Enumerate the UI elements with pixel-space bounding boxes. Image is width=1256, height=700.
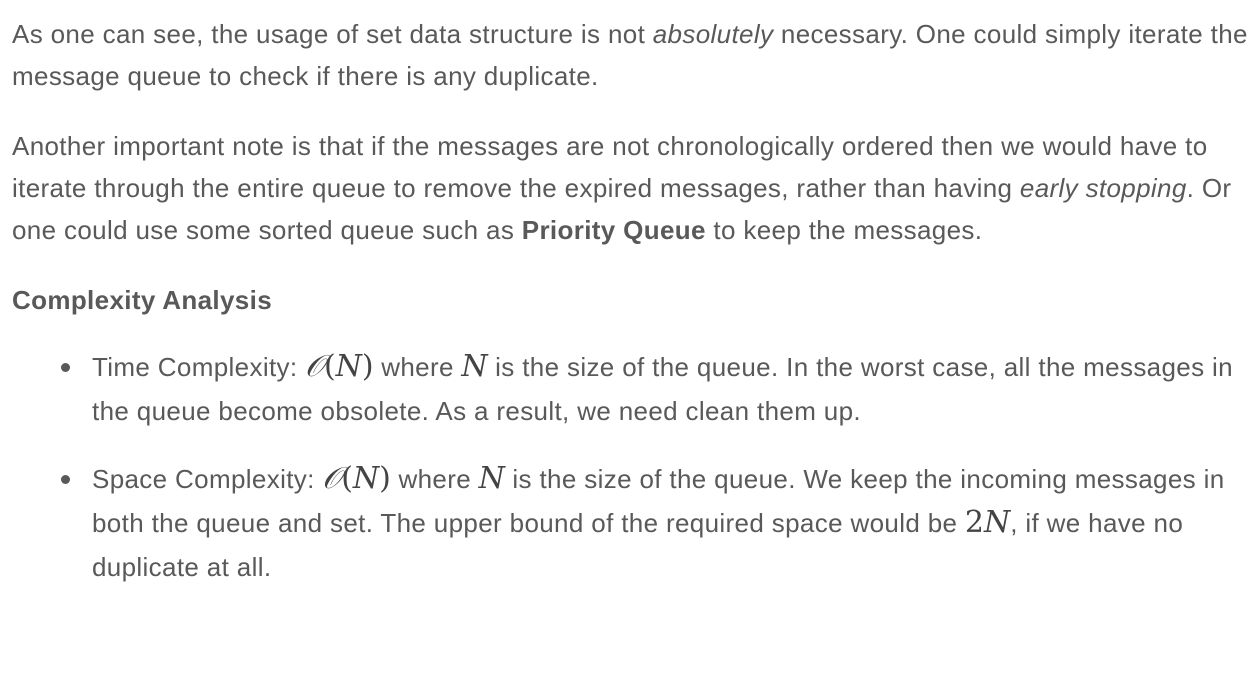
bullet-icon [61,475,70,484]
item-text: is the size of the queue. In the worst case, all the messages in the queue become obsolete. As a result, we need clean them up. [92,352,1233,426]
item-text: , if we have no duplicate at all. [92,508,1184,582]
paragraph-text: necessary. One could simply iterate the message queue to check if there is any duplicate. [12,19,1248,91]
math-two-n: 2N [964,505,1011,540]
item-text: is the size of the queue. We keep the incoming messages in both the queue and set. The upper bound of the required space would be [92,464,1225,538]
math-variable: N [478,461,505,496]
paragraph-ordering-note [12,125,1248,251]
math-big-o: 𝒪(N) [305,349,374,384]
item-label: Space Complexity: [92,464,323,494]
paragraph-set-usage [12,13,1248,97]
list-item-space-complexity [92,457,1248,589]
emphasis-text: early stopping [1019,173,1187,203]
article-body [12,13,1248,613]
math-big-o: 𝒪(N) [322,461,391,496]
paragraph-text: As one can see, the usage of set data structure is not [12,19,653,49]
strong-text: Priority Queue [521,215,706,245]
bullet-icon [61,363,70,372]
item-text: where [390,464,479,494]
list-item-time-complexity [92,345,1248,433]
item-text: where [373,352,462,382]
paragraph-text: Another important note is that if the messages are not chronologically ordered then we would have to iterate through the entire queue to remove the expired messages, rather than having [12,131,1208,203]
paragraph-text: . Or one could use some sorted queue such as [12,173,1232,245]
math-variable: N [461,349,488,384]
emphasis-text: absolutely [652,19,774,49]
paragraph-text: to keep the messages. [705,215,983,245]
complexity-list [12,345,1248,589]
section-heading: Complexity Analysis [12,285,272,315]
item-label: Time Complexity: [92,352,306,382]
